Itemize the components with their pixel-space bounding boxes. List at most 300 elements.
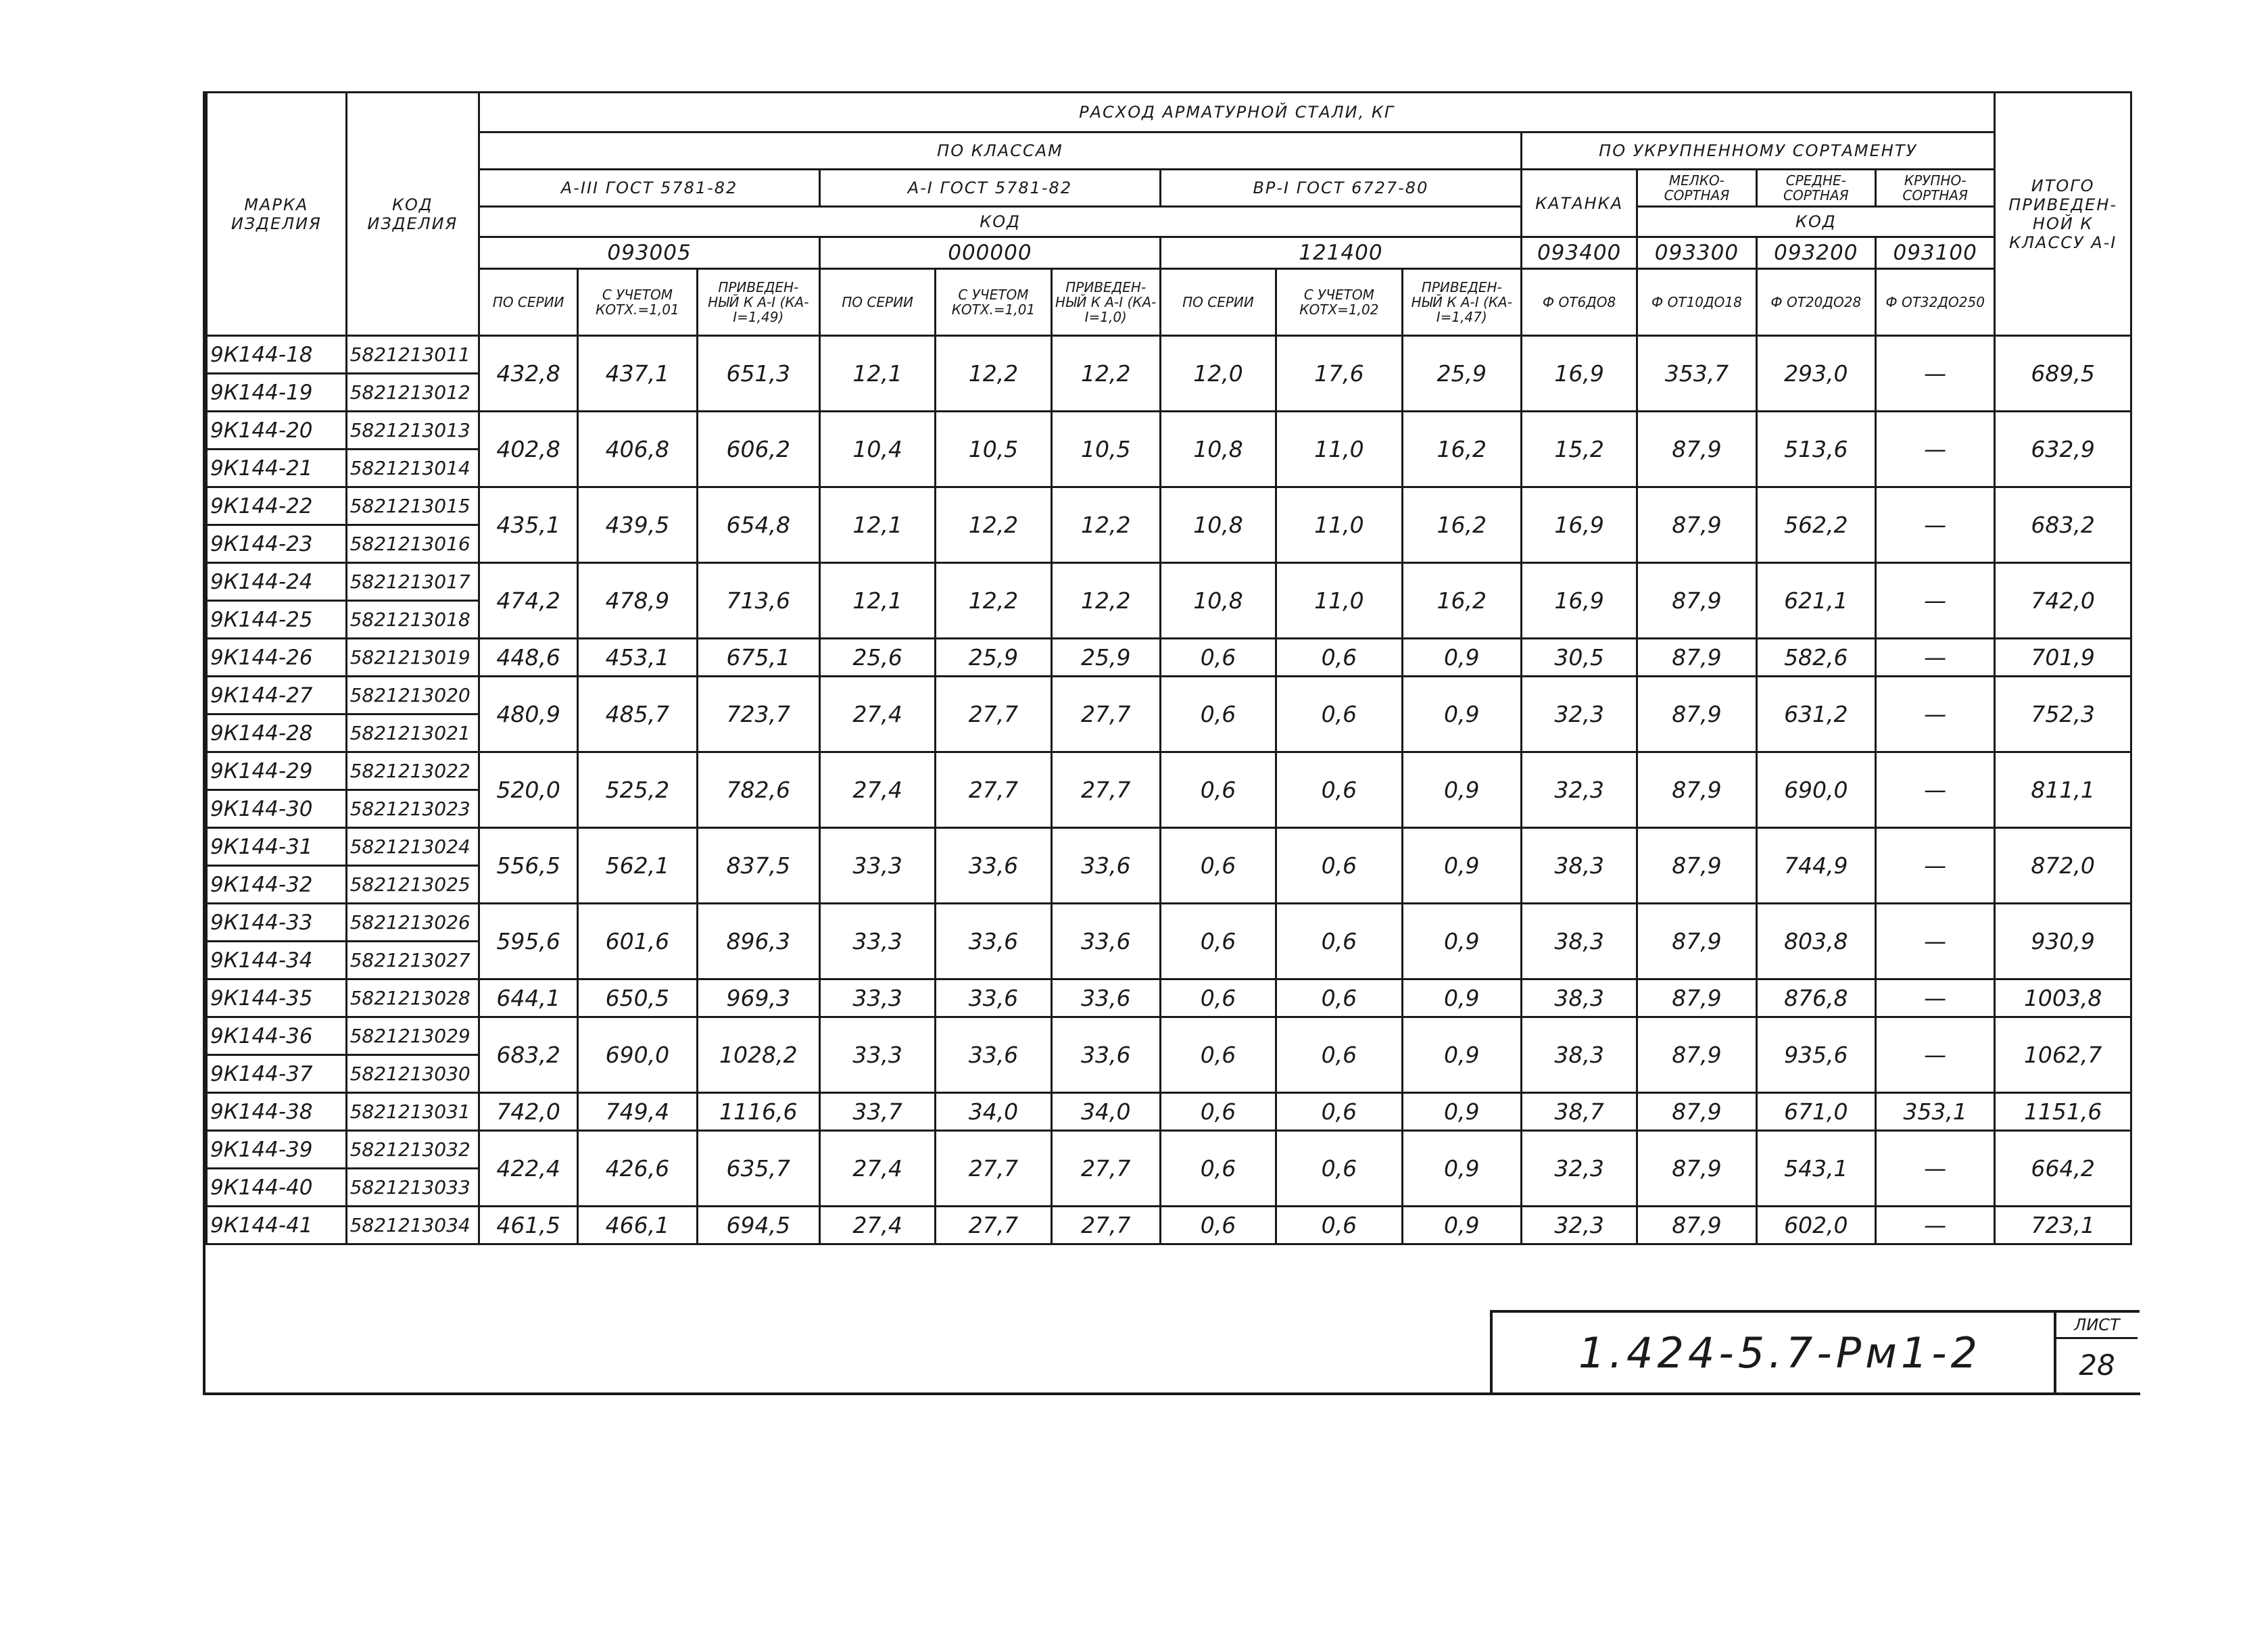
value-cell: 690,0 — [1756, 752, 1875, 828]
value-cell: 0,6 — [1276, 1093, 1402, 1131]
value-cell: 969,3 — [697, 979, 819, 1017]
value-cell: 675,1 — [697, 639, 819, 677]
value-cell: 87,9 — [1637, 677, 1756, 752]
value-cell: 0,6 — [1160, 677, 1276, 752]
value-cell: 935,6 — [1756, 1017, 1875, 1093]
header-a3-k: С УЧЕТОМ КОТХ.=1,01 — [578, 269, 697, 336]
product-code: 5821213032 — [346, 1131, 479, 1169]
code-121400: 121400 — [1160, 237, 1521, 269]
value-cell: — — [1875, 1207, 1994, 1244]
value-cell: 87,9 — [1637, 904, 1756, 979]
value-cell: 27,7 — [936, 752, 1051, 828]
table-row — [207, 487, 2131, 525]
value-cell: 34,0 — [1051, 1093, 1160, 1131]
value-cell: 602,0 — [1756, 1207, 1875, 1244]
value-cell: 689,5 — [1995, 336, 2131, 412]
value-cell: 0,9 — [1402, 639, 1521, 677]
product-code: 5821213014 — [346, 450, 479, 487]
value-cell: 1028,2 — [697, 1017, 819, 1093]
value-cell: 671,0 — [1756, 1093, 1875, 1131]
document-code: 1.424-5.7-Рм1-2 — [1578, 1328, 1982, 1378]
product-mark: 9К144-24 — [207, 563, 347, 601]
code-093400: 093400 — [1521, 237, 1637, 269]
sheet-label: ЛИСТ — [2056, 1313, 2138, 1339]
value-cell: 448,6 — [479, 639, 578, 677]
value-cell: 0,6 — [1160, 752, 1276, 828]
product-code: 5821213025 — [346, 866, 479, 904]
value-cell: 32,3 — [1521, 752, 1637, 828]
table-row — [207, 904, 2131, 942]
value-cell: 12,2 — [936, 487, 1051, 563]
value-cell: 402,8 — [479, 412, 578, 487]
drawing-sheet — [203, 91, 2140, 1395]
product-mark: 9К144-27 — [207, 677, 347, 714]
value-cell: 87,9 — [1637, 1207, 1756, 1244]
value-cell: 632,9 — [1995, 412, 2131, 487]
value-cell: 25,9 — [1402, 336, 1521, 412]
value-cell: 12,2 — [936, 563, 1051, 639]
value-cell: 27,7 — [1051, 1131, 1160, 1207]
table-row — [207, 677, 2131, 714]
value-cell: 27,4 — [819, 677, 935, 752]
value-cell: 87,9 — [1637, 1093, 1756, 1131]
header-by-assortment: ПО УКРУПНЕННОМУ СОРТАМЕНТУ — [1521, 132, 1994, 170]
value-cell: 10,4 — [819, 412, 935, 487]
table-row — [207, 828, 2131, 866]
value-cell: — — [1875, 1131, 1994, 1207]
value-cell: 0,6 — [1160, 979, 1276, 1017]
header-bp-series: ПО СЕРИИ — [1160, 269, 1276, 336]
value-cell: 713,6 — [697, 563, 819, 639]
value-cell: 0,9 — [1402, 1093, 1521, 1131]
value-cell: 0,6 — [1160, 1093, 1276, 1131]
value-cell: 811,1 — [1995, 752, 2131, 828]
value-cell: 33,6 — [1051, 979, 1160, 1017]
header-katanka: КАТАНКА — [1521, 170, 1637, 237]
product-code: 5821213016 — [346, 525, 479, 563]
value-cell: 0,9 — [1402, 1131, 1521, 1207]
value-cell: — — [1875, 904, 1994, 979]
value-cell: 694,5 — [697, 1207, 819, 1244]
value-cell: 27,4 — [819, 752, 935, 828]
value-cell: 33,3 — [819, 1017, 935, 1093]
value-cell: 485,7 — [578, 677, 697, 752]
value-cell: 520,0 — [479, 752, 578, 828]
header-a1-k: С УЧЕТОМ КОТХ.=1,01 — [936, 269, 1051, 336]
value-cell: 10,5 — [936, 412, 1051, 487]
value-cell: 582,6 — [1756, 639, 1875, 677]
value-cell: — — [1875, 979, 1994, 1017]
value-cell: 27,7 — [1051, 752, 1160, 828]
value-cell: 12,2 — [936, 336, 1051, 412]
product-mark: 9К144-33 — [207, 904, 347, 942]
table-row — [207, 1017, 2131, 1055]
value-cell: 1003,8 — [1995, 979, 2131, 1017]
table-row — [207, 752, 2131, 790]
table-row — [207, 412, 2131, 450]
value-cell: 432,8 — [479, 336, 578, 412]
value-cell: 562,2 — [1756, 487, 1875, 563]
value-cell: 353,1 — [1875, 1093, 1994, 1131]
value-cell: 742,0 — [1995, 563, 2131, 639]
code-000000: 000000 — [819, 237, 1160, 269]
value-cell: 650,5 — [578, 979, 697, 1017]
value-cell: 896,3 — [697, 904, 819, 979]
product-mark: 9К144-34 — [207, 942, 347, 979]
code-093300: 093300 — [1637, 237, 1756, 269]
product-mark: 9К144-31 — [207, 828, 347, 866]
value-cell: 38,3 — [1521, 979, 1637, 1017]
value-cell: 0,6 — [1160, 904, 1276, 979]
header-class-a1: А-I ГОСТ 5781-82 — [819, 170, 1160, 207]
value-cell: 744,9 — [1756, 828, 1875, 904]
value-cell: — — [1875, 487, 1994, 563]
value-cell: 33,6 — [936, 1017, 1051, 1093]
value-cell: 683,2 — [1995, 487, 2131, 563]
header-diameter-katanka: Ф ОТ6ДО8 — [1521, 269, 1637, 336]
value-cell: 32,3 — [1521, 1131, 1637, 1207]
value-cell: 0,9 — [1402, 904, 1521, 979]
value-cell: 0,6 — [1160, 828, 1276, 904]
header-diameter-sredne: Ф ОТ20ДО28 — [1756, 269, 1875, 336]
product-mark: 9К144-41 — [207, 1207, 347, 1244]
value-cell: 10,8 — [1160, 487, 1276, 563]
value-cell: 33,6 — [936, 979, 1051, 1017]
value-cell: 872,0 — [1995, 828, 2131, 904]
value-cell: 16,9 — [1521, 487, 1637, 563]
value-cell: 0,6 — [1276, 1017, 1402, 1093]
value-cell: 353,7 — [1637, 336, 1756, 412]
value-cell: 0,6 — [1160, 1207, 1276, 1244]
table-row — [207, 563, 2131, 601]
value-cell: — — [1875, 828, 1994, 904]
header-kod-left: КОД — [479, 207, 1522, 237]
value-cell: 601,6 — [578, 904, 697, 979]
value-cell: 11,0 — [1276, 412, 1402, 487]
value-cell: 17,6 — [1276, 336, 1402, 412]
value-cell: 690,0 — [578, 1017, 697, 1093]
code-093200: 093200 — [1756, 237, 1875, 269]
product-mark: 9К144-30 — [207, 790, 347, 828]
value-cell: 12,2 — [1051, 336, 1160, 412]
value-cell: 723,7 — [697, 677, 819, 752]
value-cell: 478,9 — [578, 563, 697, 639]
value-cell: 606,2 — [697, 412, 819, 487]
value-cell: 33,6 — [936, 904, 1051, 979]
header-bp-k: С УЧЕТОМ КОТХ=1,02 — [1276, 269, 1402, 336]
value-cell: 33,6 — [936, 828, 1051, 904]
code-093100: 093100 — [1875, 237, 1994, 269]
value-cell: 12,0 — [1160, 336, 1276, 412]
value-cell: 525,2 — [578, 752, 697, 828]
header-class-a3: А-III ГОСТ 5781-82 — [479, 170, 820, 207]
value-cell: 435,1 — [479, 487, 578, 563]
value-cell: 621,1 — [1756, 563, 1875, 639]
value-cell: 543,1 — [1756, 1131, 1875, 1207]
value-cell: 742,0 — [479, 1093, 578, 1131]
product-code: 5821213024 — [346, 828, 479, 866]
value-cell: 27,7 — [936, 1131, 1051, 1207]
value-cell: 562,1 — [578, 828, 697, 904]
value-cell: 10,5 — [1051, 412, 1160, 487]
value-cell: 16,2 — [1402, 412, 1521, 487]
table-row — [207, 1207, 2131, 1244]
value-cell: 33,6 — [1051, 904, 1160, 979]
product-code: 5821213019 — [346, 639, 479, 677]
product-code: 5821213020 — [346, 677, 479, 714]
value-cell: 0,6 — [1276, 752, 1402, 828]
value-cell: 27,7 — [1051, 677, 1160, 752]
value-cell: 34,0 — [936, 1093, 1051, 1131]
value-cell: 0,6 — [1160, 1017, 1276, 1093]
value-cell: 10,8 — [1160, 563, 1276, 639]
header-code: КОД ИЗДЕЛИЯ — [346, 93, 479, 336]
value-cell: 33,3 — [819, 979, 935, 1017]
value-cell: 293,0 — [1756, 336, 1875, 412]
value-cell: 406,8 — [578, 412, 697, 487]
product-code: 5821213028 — [346, 979, 479, 1017]
value-cell: 11,0 — [1276, 487, 1402, 563]
value-cell: 701,9 — [1995, 639, 2131, 677]
header-sredne: СРЕДНЕ-СОРТНАЯ — [1756, 170, 1875, 207]
value-cell: 12,1 — [819, 336, 935, 412]
product-mark: 9К144-22 — [207, 487, 347, 525]
value-cell: 25,9 — [936, 639, 1051, 677]
sheet-number: 28 — [2079, 1349, 2115, 1382]
value-cell: 33,7 — [819, 1093, 935, 1131]
value-cell: 12,2 — [1051, 563, 1160, 639]
product-code: 5821213022 — [346, 752, 479, 790]
value-cell: 27,7 — [1051, 1207, 1160, 1244]
value-cell: 422,4 — [479, 1131, 578, 1207]
header-class-bp1: ВР-I ГОСТ 6727-80 — [1160, 170, 1521, 207]
value-cell: 0,6 — [1276, 1207, 1402, 1244]
value-cell: 595,6 — [479, 904, 578, 979]
product-mark: 9К144-32 — [207, 866, 347, 904]
value-cell: 480,9 — [479, 677, 578, 752]
product-code: 5821213034 — [346, 1207, 479, 1244]
value-cell: 437,1 — [578, 336, 697, 412]
product-code: 5821213023 — [346, 790, 479, 828]
value-cell: 0,6 — [1160, 1131, 1276, 1207]
product-mark: 9К144-26 — [207, 639, 347, 677]
code-093005: 093005 — [479, 237, 820, 269]
header-title: РАСХОД АРМАТУРНОЙ СТАЛИ, КГ — [479, 93, 1995, 132]
value-cell: 782,6 — [697, 752, 819, 828]
value-cell: — — [1875, 412, 1994, 487]
header-melko: МЕЛКО-СОРТНАЯ — [1637, 170, 1756, 207]
value-cell: 87,9 — [1637, 1017, 1756, 1093]
product-mark: 9К144-21 — [207, 450, 347, 487]
value-cell: — — [1875, 639, 1994, 677]
product-mark: 9К144-28 — [207, 714, 347, 752]
product-code: 5821213017 — [346, 563, 479, 601]
value-cell: 644,1 — [479, 979, 578, 1017]
value-cell: 10,8 — [1160, 412, 1276, 487]
value-cell: — — [1875, 677, 1994, 752]
value-cell: 38,3 — [1521, 828, 1637, 904]
value-cell: — — [1875, 752, 1994, 828]
value-cell: 11,0 — [1276, 563, 1402, 639]
table-row — [207, 639, 2131, 677]
value-cell: 752,3 — [1995, 677, 2131, 752]
product-mark: 9К144-35 — [207, 979, 347, 1017]
header-a3-reduced: ПРИВЕДЕН- НЫЙ К А-I (КА-I=1,49) — [697, 269, 819, 336]
value-cell: 466,1 — [578, 1207, 697, 1244]
value-cell: 87,9 — [1637, 752, 1756, 828]
product-mark: 9К144-40 — [207, 1169, 347, 1207]
value-cell: 1151,6 — [1995, 1093, 2131, 1131]
value-cell: 25,6 — [819, 639, 935, 677]
value-cell: 0,6 — [1276, 1131, 1402, 1207]
steel-consumption-table — [206, 91, 2132, 1245]
value-cell: 0,6 — [1160, 639, 1276, 677]
value-cell: 556,5 — [479, 828, 578, 904]
header-kod-right: КОД — [1637, 207, 1995, 237]
value-cell: 87,9 — [1637, 639, 1756, 677]
value-cell: 439,5 — [578, 487, 697, 563]
value-cell: 0,6 — [1276, 639, 1402, 677]
value-cell: 33,6 — [1051, 1017, 1160, 1093]
product-code: 5821213026 — [346, 904, 479, 942]
header-a3-series: ПО СЕРИИ — [479, 269, 578, 336]
value-cell: 0,9 — [1402, 1207, 1521, 1244]
value-cell: 513,6 — [1756, 412, 1875, 487]
value-cell: 38,3 — [1521, 1017, 1637, 1093]
product-code: 5821213029 — [346, 1017, 479, 1055]
table-row — [207, 336, 2131, 374]
value-cell: 15,2 — [1521, 412, 1637, 487]
header-by-class: ПО КЛАССАМ — [479, 132, 1522, 170]
value-cell: 32,3 — [1521, 677, 1637, 752]
value-cell: 664,2 — [1995, 1131, 2131, 1207]
title-block — [1490, 1310, 2140, 1392]
product-mark: 9К144-23 — [207, 525, 347, 563]
product-mark: 9К144-29 — [207, 752, 347, 790]
product-code: 5821213018 — [346, 601, 479, 639]
value-cell: 930,9 — [1995, 904, 2131, 979]
value-cell: 33,6 — [1051, 828, 1160, 904]
header-total: ИТОГО ПРИВЕДЕН- НОЙ К КЛАССУ А-I — [1995, 93, 2131, 336]
header-krupno: КРУПНО-СОРТНАЯ — [1875, 170, 1994, 207]
value-cell: 33,3 — [819, 904, 935, 979]
value-cell: 32,3 — [1521, 1207, 1637, 1244]
value-cell: 631,2 — [1756, 677, 1875, 752]
value-cell: 12,2 — [1051, 487, 1160, 563]
value-cell: 16,2 — [1402, 563, 1521, 639]
product-mark: 9К144-19 — [207, 374, 347, 412]
product-code: 5821213013 — [346, 412, 479, 450]
value-cell: 16,2 — [1402, 487, 1521, 563]
value-cell: 87,9 — [1637, 412, 1756, 487]
value-cell: 38,3 — [1521, 904, 1637, 979]
product-code: 5821213015 — [346, 487, 479, 525]
value-cell: 461,5 — [479, 1207, 578, 1244]
product-code: 5821213027 — [346, 942, 479, 979]
product-code: 5821213011 — [346, 336, 479, 374]
product-code: 5821213031 — [346, 1093, 479, 1131]
value-cell: 0,9 — [1402, 677, 1521, 752]
value-cell: 87,9 — [1637, 487, 1756, 563]
value-cell: — — [1875, 336, 1994, 412]
value-cell: 12,1 — [819, 563, 935, 639]
value-cell: 87,9 — [1637, 1131, 1756, 1207]
table-row — [207, 1093, 2131, 1131]
value-cell: 635,7 — [697, 1131, 819, 1207]
value-cell: 0,6 — [1276, 828, 1402, 904]
header-diameter-melko: Ф ОТ10ДО18 — [1637, 269, 1756, 336]
value-cell: 803,8 — [1756, 904, 1875, 979]
value-cell: 453,1 — [578, 639, 697, 677]
header-diameter-krupno: Ф ОТ32ДО250 — [1875, 269, 1994, 336]
value-cell: 87,9 — [1637, 979, 1756, 1017]
value-cell: 38,7 — [1521, 1093, 1637, 1131]
product-mark: 9К144-38 — [207, 1093, 347, 1131]
value-cell: 0,6 — [1276, 904, 1402, 979]
product-mark: 9К144-18 — [207, 336, 347, 374]
value-cell: 0,9 — [1402, 828, 1521, 904]
product-mark: 9К144-36 — [207, 1017, 347, 1055]
value-cell: 651,3 — [697, 336, 819, 412]
table-row — [207, 979, 2131, 1017]
value-cell: 0,9 — [1402, 979, 1521, 1017]
value-cell: 749,4 — [578, 1093, 697, 1131]
value-cell: 16,9 — [1521, 336, 1637, 412]
header-mark: МАРКА ИЗДЕЛИЯ — [207, 93, 347, 336]
product-code: 5821213012 — [346, 374, 479, 412]
value-cell: 0,9 — [1402, 1017, 1521, 1093]
value-cell: 12,1 — [819, 487, 935, 563]
value-cell: 0,6 — [1276, 677, 1402, 752]
value-cell: 426,6 — [578, 1131, 697, 1207]
value-cell: 723,1 — [1995, 1207, 2131, 1244]
value-cell: 27,4 — [819, 1207, 935, 1244]
value-cell: 30,5 — [1521, 639, 1637, 677]
value-cell: — — [1875, 1017, 1994, 1093]
value-cell: 654,8 — [697, 487, 819, 563]
product-code: 5821213030 — [346, 1055, 479, 1093]
value-cell: 0,6 — [1276, 979, 1402, 1017]
product-mark: 9К144-37 — [207, 1055, 347, 1093]
value-cell: 1062,7 — [1995, 1017, 2131, 1093]
header-a1-reduced: ПРИВЕДЕН- НЫЙ К А-I (КА-I=1,0) — [1051, 269, 1160, 336]
table-row — [207, 1131, 2131, 1169]
value-cell: — — [1875, 563, 1994, 639]
value-cell: 474,2 — [479, 563, 578, 639]
value-cell: 27,7 — [936, 1207, 1051, 1244]
product-code: 5821213033 — [346, 1169, 479, 1207]
value-cell: 683,2 — [479, 1017, 578, 1093]
value-cell: 27,4 — [819, 1131, 935, 1207]
value-cell: 837,5 — [697, 828, 819, 904]
value-cell: 33,3 — [819, 828, 935, 904]
value-cell: 876,8 — [1756, 979, 1875, 1017]
header-a1-series: ПО СЕРИИ — [819, 269, 935, 336]
header-bp-reduced: ПРИВЕДЕН- НЫЙ К А-I (КА-I=1,47) — [1402, 269, 1521, 336]
value-cell: 16,9 — [1521, 563, 1637, 639]
value-cell: 27,7 — [936, 677, 1051, 752]
value-cell: 87,9 — [1637, 828, 1756, 904]
value-cell: 25,9 — [1051, 639, 1160, 677]
product-mark: 9К144-20 — [207, 412, 347, 450]
product-mark: 9К144-39 — [207, 1131, 347, 1169]
value-cell: 0,9 — [1402, 752, 1521, 828]
value-cell: 1116,6 — [697, 1093, 819, 1131]
sheet-number-box — [2054, 1313, 2138, 1392]
product-code: 5821213021 — [346, 714, 479, 752]
product-mark: 9К144-25 — [207, 601, 347, 639]
value-cell: 87,9 — [1637, 563, 1756, 639]
